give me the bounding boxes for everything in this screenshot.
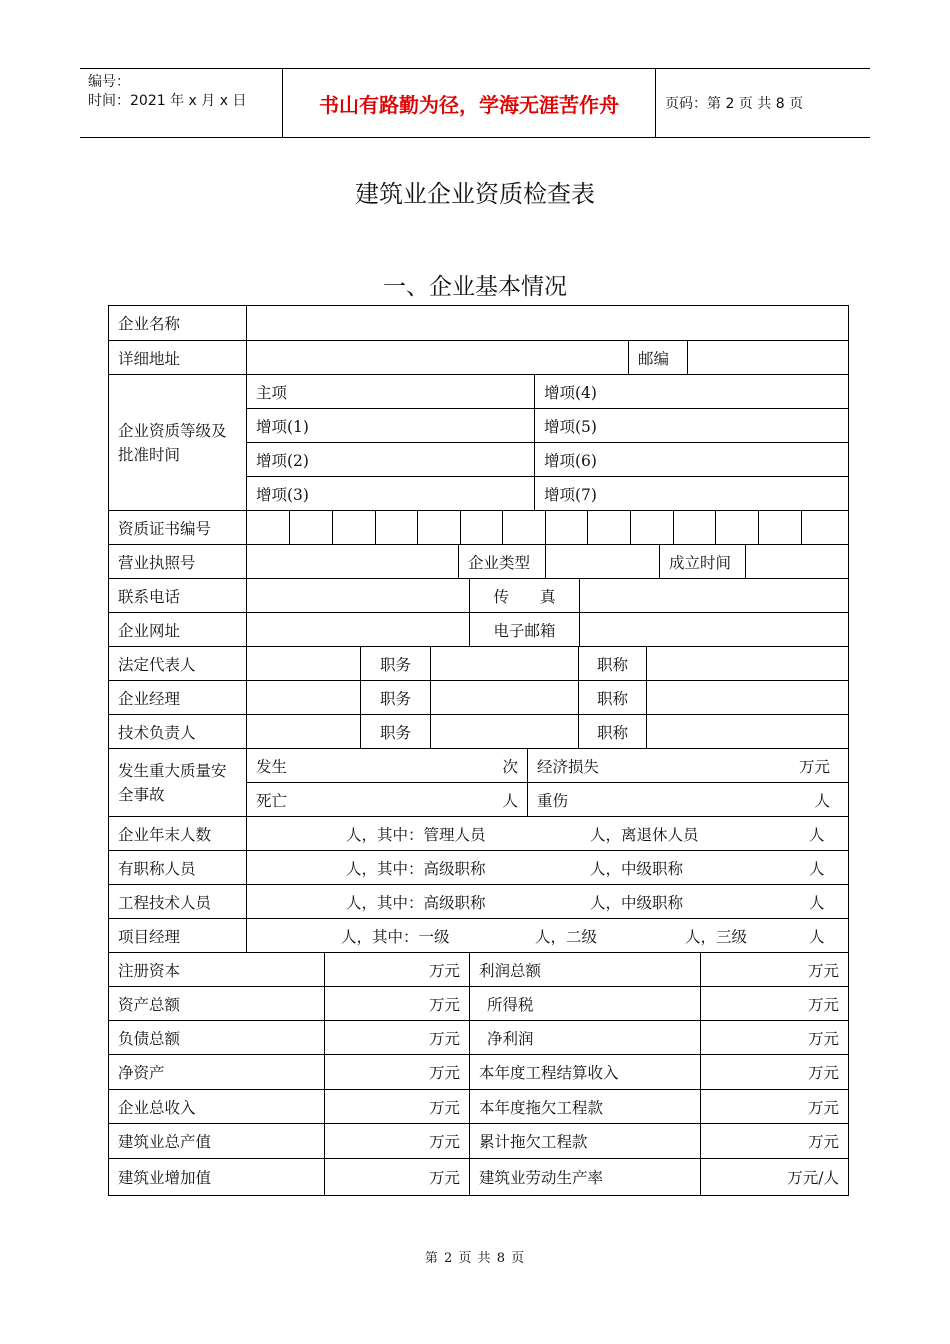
total-revenue-field[interactable] — [325, 1090, 470, 1124]
website-field[interactable] — [247, 613, 470, 647]
label-output-value: 建筑业总产值 — [109, 1124, 325, 1159]
page-header — [80, 68, 870, 138]
legal-rep-position-field[interactable] — [431, 647, 579, 681]
label-manager: 企业经理 — [109, 681, 247, 715]
cert-digit-box[interactable] — [376, 511, 418, 545]
page-info: 页码：第 2 页 共 8 页 — [665, 96, 804, 112]
staff-mid-text-2: 人，离退休人员 — [590, 825, 699, 844]
add-item-7-field[interactable]: 增项(7) — [535, 477, 848, 511]
staff-total-field[interactable] — [247, 817, 848, 851]
label-position: 职务 — [361, 715, 431, 749]
cert-digit-box[interactable] — [503, 511, 546, 545]
label-license-no: 营业执照号 — [109, 545, 247, 579]
label-added-value: 建筑业增加值 — [109, 1159, 325, 1195]
accident-count-field[interactable] — [247, 749, 528, 783]
legal-rep-field[interactable] — [247, 647, 361, 681]
tech-lead-position-field[interactable] — [431, 715, 579, 749]
label-staff-total: 企业年末人数 — [109, 817, 247, 851]
persons-unit: 人 — [814, 791, 830, 810]
label-labor-productivity: 建筑业劳动生产率 — [470, 1159, 701, 1195]
cert-digit-box[interactable] — [290, 511, 333, 545]
add-item-4-field[interactable]: 增项(4) — [535, 375, 848, 409]
middle-title-text: 人，中级职称 — [590, 893, 684, 912]
add-item-3-field[interactable]: 增项(3) — [247, 477, 535, 511]
label-title: 职称 — [579, 647, 647, 681]
number-label: 编号： — [88, 74, 130, 90]
persons-unit: 人 — [809, 927, 825, 946]
label-total-revenue: 企业总收入 — [109, 1090, 325, 1124]
legal-rep-title-field[interactable] — [647, 647, 848, 681]
persons-unit: 人 — [809, 893, 825, 912]
wan-yuan-unit: 万元 — [807, 1098, 839, 1117]
company-type-field[interactable] — [546, 545, 660, 579]
label-total-liabilities: 负债总额 — [109, 1021, 325, 1055]
cert-digit-box[interactable] — [418, 511, 461, 545]
time-label: 时间：2021 年 x 月 x 日 — [88, 93, 247, 109]
cert-digit-box[interactable] — [674, 511, 716, 545]
wan-yuan-unit: 万元 — [428, 1169, 460, 1187]
wan-yuan-per-person-unit: 万元/人 — [787, 1169, 839, 1187]
wan-yuan-unit: 万元 — [428, 1029, 460, 1048]
tech-lead-field[interactable] — [247, 715, 361, 749]
cert-digit-box[interactable] — [546, 511, 588, 545]
arrears-total-field[interactable] — [701, 1124, 848, 1159]
manager-position-field[interactable] — [431, 681, 579, 715]
label-arrears-year: 本年度拖欠工程款 — [470, 1090, 701, 1124]
label-title: 职称 — [579, 715, 647, 749]
occurred-label: 发生 — [256, 757, 288, 776]
reg-capital-field[interactable] — [325, 953, 470, 987]
label-arrears-total: 累计拖欠工程款 — [470, 1124, 701, 1159]
econ-loss-label: 经济损失 — [537, 757, 600, 776]
persons-unit: 人 — [809, 825, 825, 844]
manager-title-field[interactable] — [647, 681, 848, 715]
deaths-field[interactable] — [247, 783, 528, 817]
email-field[interactable] — [580, 613, 848, 647]
label-postcode: 邮编 — [629, 341, 688, 375]
wan-yuan-unit: 万元 — [807, 1133, 839, 1151]
label-total-profit: 利润总额 — [470, 953, 701, 987]
engineers-field[interactable] — [247, 885, 848, 919]
label-fax: 传 真 — [470, 579, 580, 613]
label-income-tax: 所得税 — [470, 987, 701, 1021]
wan-yuan-unit: 万元 — [807, 961, 839, 980]
label-titled-staff: 有职称人员 — [109, 851, 247, 885]
added-value-field[interactable] — [325, 1159, 470, 1195]
wan-yuan-unit: 万元 — [428, 1064, 460, 1082]
manager-field[interactable] — [247, 681, 361, 715]
settlement-income-field[interactable] — [701, 1055, 848, 1090]
label-project-managers: 项目经理 — [109, 919, 247, 953]
add-item-2-field[interactable]: 增项(2) — [247, 443, 535, 477]
section-title: 一、企业基本情况 — [383, 274, 567, 300]
wan-yuan-unit: 万元 — [807, 1029, 839, 1048]
document-title: 建筑业企业资质检查表 — [355, 180, 595, 208]
project-managers-field[interactable] — [247, 919, 848, 953]
license-no-field[interactable] — [247, 545, 459, 579]
wan-yuan-unit: 万元 — [428, 995, 460, 1014]
main-item-field[interactable]: 主项 — [247, 375, 535, 409]
label-net-profit: 净利润 — [470, 1021, 701, 1055]
label-reg-capital: 注册资本 — [109, 953, 325, 987]
injured-label: 重伤 — [537, 791, 569, 810]
label-total-assets: 资产总额 — [109, 987, 325, 1021]
page-footer: 第 2 页 共 8 页 — [424, 1251, 526, 1266]
titled-staff-field[interactable] — [247, 851, 848, 885]
label-position: 职务 — [361, 647, 431, 681]
label-address: 详细地址 — [109, 341, 247, 375]
persons-unit: 人 — [502, 791, 518, 810]
label-phone: 联系电话 — [109, 579, 247, 613]
established-field[interactable] — [746, 545, 848, 579]
income-tax-field[interactable] — [701, 987, 848, 1021]
wan-yuan-unit: 万元 — [807, 1064, 839, 1082]
label-qualification: 企业资质等级及批准时间 — [109, 375, 247, 511]
wan-yuan-unit: 万元 — [428, 961, 460, 980]
persons-unit: 人 — [809, 859, 825, 878]
qualification-form — [108, 305, 849, 1196]
middle-title-text: 人，中级职称 — [590, 859, 684, 878]
label-tech-lead: 技术负责人 — [109, 715, 247, 749]
header-left — [88, 73, 246, 111]
total-profit-field[interactable] — [701, 953, 848, 987]
add-item-1-field[interactable]: 增项(1) — [247, 409, 535, 443]
wan-yuan-unit: 万元 — [428, 1133, 460, 1151]
label-email: 电子邮箱 — [470, 613, 580, 647]
wan-yuan-unit: 万元 — [428, 1098, 460, 1117]
label-established: 成立时间 — [660, 545, 746, 579]
label-net-assets: 净资产 — [109, 1055, 325, 1090]
injured-field[interactable] — [528, 783, 848, 817]
cert-digit-box[interactable] — [247, 511, 290, 545]
postcode-field[interactable] — [688, 341, 848, 375]
total-assets-field[interactable] — [325, 987, 470, 1021]
cert-digit-box[interactable] — [588, 511, 631, 545]
cert-digit-box[interactable] — [759, 511, 802, 545]
cert-digit-box[interactable] — [333, 511, 376, 545]
cert-digit-box[interactable] — [461, 511, 503, 545]
arrears-year-field[interactable] — [701, 1090, 848, 1124]
label-accidents: 发生重大质量安全事故 — [109, 749, 247, 817]
pm-level3-text: 人，三级 — [685, 927, 748, 946]
labor-productivity-field[interactable] — [701, 1159, 848, 1195]
label-settlement-income: 本年度工程结算收入 — [470, 1055, 701, 1090]
output-value-field[interactable] — [325, 1124, 470, 1159]
senior-title-text: 人，其中：高级职称 — [346, 893, 486, 912]
motto: 书山有路勤为径，学海无涯苦作舟 — [319, 92, 619, 117]
add-item-6-field[interactable]: 增项(6) — [535, 443, 848, 477]
label-cert-no: 资质证书编号 — [109, 511, 247, 545]
add-item-5-field[interactable]: 增项(5) — [535, 409, 848, 443]
deaths-label: 死亡 — [256, 791, 288, 810]
net-assets-field[interactable] — [325, 1055, 470, 1090]
net-profit-field[interactable] — [701, 1021, 848, 1055]
label-legal-rep: 法定代表人 — [109, 647, 247, 681]
fax-field[interactable] — [580, 579, 848, 613]
label-position: 职务 — [361, 681, 431, 715]
staff-mid-text: 人，其中：管理人员 — [346, 825, 486, 844]
label-company-type: 企业类型 — [459, 545, 546, 579]
company-name-field[interactable] — [247, 306, 848, 341]
pm-level1-text: 人，其中：一级 — [341, 927, 450, 946]
label-website: 企业网址 — [109, 613, 247, 647]
econ-loss-field[interactable] — [528, 749, 848, 783]
wan-yuan-unit: 万元 — [798, 757, 830, 776]
wan-yuan-unit: 万元 — [807, 995, 839, 1014]
tech-lead-title-field[interactable] — [647, 715, 848, 749]
total-liabilities-field[interactable] — [325, 1021, 470, 1055]
label-company-name: 企业名称 — [109, 306, 247, 341]
label-engineers: 工程技术人员 — [109, 885, 247, 919]
times-unit: 次 — [502, 757, 518, 776]
senior-title-text: 人，其中：高级职称 — [346, 859, 486, 878]
address-field[interactable] — [247, 341, 629, 375]
label-title: 职称 — [579, 681, 647, 715]
pm-level2-text: 人，二级 — [535, 927, 598, 946]
cert-digit-box[interactable] — [631, 511, 674, 545]
header-divider — [655, 69, 656, 137]
cert-digit-box[interactable] — [802, 511, 848, 545]
cert-digit-box[interactable] — [716, 511, 759, 545]
phone-field[interactable] — [247, 579, 470, 613]
